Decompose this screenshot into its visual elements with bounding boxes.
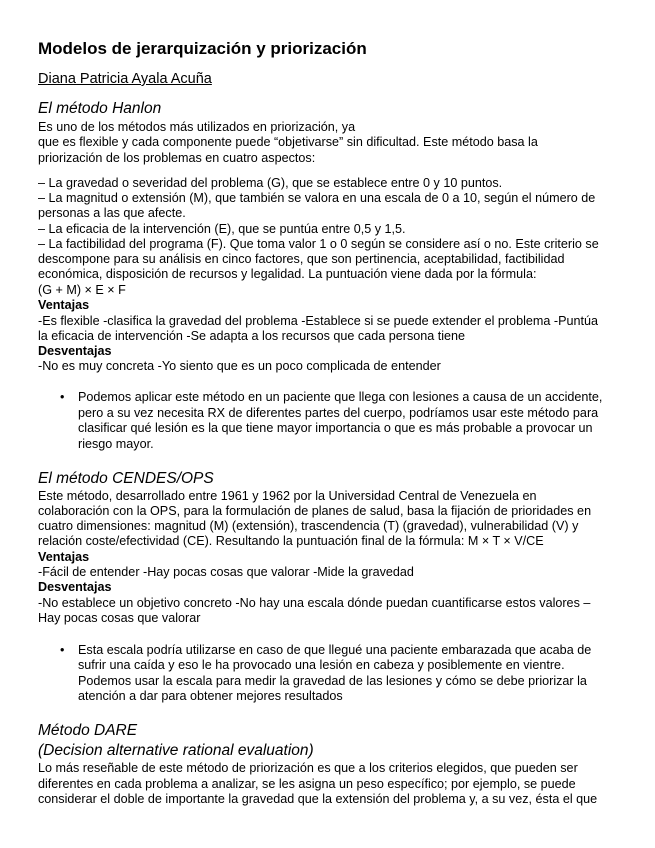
cendes-intro-line: cuatro dimensiones: magnitud (M) (extensión), trascendencia (T) (gravedad), vulnerabilidad (V) y (38, 519, 579, 533)
dare-subheading: (Decision alternative rational evaluation) (38, 742, 314, 759)
hanlon-ventajas-label: Ventajas (38, 298, 90, 312)
dare-intro-line: considerar el doble de importante la gravedad que la extensión del problema y, a su vez, ésta el que (38, 792, 598, 806)
hanlon-intro-line: Es uno de los métodos más utilizados en priorización, ya (38, 120, 356, 134)
dare-intro-line: diferentes en cada problema a analizar, se les asigna un peso específico; por ejemplo, se puede (38, 777, 576, 791)
hanlon-aspect-line: – La factibilidad del programa (F). Que toma valor 1 o 0 según se considere así o no. Este criterio se (38, 237, 599, 251)
document-title: Modelos de jerarquización y priorización (38, 39, 367, 58)
bullet-icon: • (60, 643, 65, 657)
bullet-icon: • (60, 390, 65, 404)
hanlon-desventajas-line: -No es muy concreta -Yo siento que es un poco complicada de entender (38, 359, 441, 373)
cendes-ventajas-label: Ventajas (38, 550, 90, 564)
cendes-bullet-line: Esta escala podría utilizarse en caso de que llegué una paciente embarazada que acaba de (78, 643, 592, 657)
hanlon-heading: El método Hanlon (38, 100, 162, 117)
hanlon-aspect-line: económica, disposición de recursos y legalidad. La puntuación viene dada por la fórmula: (38, 267, 537, 281)
cendes-desventajas-label: Desventajas (38, 580, 112, 594)
hanlon-aspect-line: descompone para su análisis en cinco factores, que son pertinencia, aceptabilidad, factibilidad (38, 252, 565, 266)
cendes-bullet-line: Podemos usar la escala para medir la gravedad de las lesiones y cómo se debe priorizar la (78, 674, 587, 688)
hanlon-bullet-line: Podemos aplicar este método en un paciente que llega con lesiones a causa de un accidente, (78, 390, 603, 404)
hanlon-aspect-line: – La magnitud o extensión (M), que también se valora en una escala de 0 a 10, según el número de (38, 191, 596, 205)
cendes-intro-line: relación coste/efectividad (CE). Resultando la puntuación final de la fórmula: M × T × V/CE (38, 534, 544, 548)
cendes-desventajas-line: -No establece un objetivo concreto -No hay una escala dónde puedan cuantificarse estos valores – (38, 596, 591, 610)
dare-intro-line: Lo más reseñable de este método de priorización es que a los criterios elegidos, que pueden ser (38, 761, 578, 775)
hanlon-intro-line: priorización de los problemas en cuatro aspectos: (38, 151, 316, 165)
cendes-bullet-line: sufrir una caída y eso le ha provocado una lesión en cabeza y posiblemente en vientre. (78, 658, 565, 672)
cendes-intro-line: colaboración con la OPS, para la formulación de planes de salud, basa la fijación de prioridades en (38, 504, 592, 518)
cendes-desventajas-line: Hay pocas cosas que valorar (38, 611, 201, 625)
hanlon-intro-line: que es flexible y cada componente puede “objetivarse” sin dificultad. Este método basa la (38, 135, 538, 149)
hanlon-bullet-line: pero a su vez necesita RX de diferentes partes del cuerpo, podríamos usar este método para (78, 406, 599, 420)
hanlon-desventajas-label: Desventajas (38, 344, 112, 358)
cendes-intro-line: Este método, desarrollado entre 1961 y 1962 por la Universidad Central de Venezuela en (38, 489, 537, 503)
hanlon-formula: (G + M) × E × F (38, 283, 126, 297)
hanlon-aspect-line: personas a las que afecte. (38, 206, 186, 220)
hanlon-aspect-line: – La gravedad o severidad del problema (G), que se establece entre 0 y 10 puntos. (38, 176, 503, 190)
hanlon-aspect-line: – La eficacia de la intervención (E), que se puntúa entre 0,5 y 1,5. (38, 222, 406, 236)
hanlon-ventajas-line: la eficacia de intervención -Se adapta a los recursos que cada persona tiene (38, 329, 466, 343)
dare-heading: Método DARE (38, 722, 138, 739)
hanlon-bullet-line: clasificar qué lesión es la que tiene mayor importancia o que es más probable a provocar un (78, 421, 593, 435)
cendes-ventajas-line: -Fácil de entender -Hay pocas cosas que valorar -Mide la gravedad (38, 565, 414, 579)
cendes-heading: El método CENDES/OPS (38, 470, 214, 487)
hanlon-bullet-line: riesgo mayor. (78, 437, 154, 451)
cendes-bullet-line: atención a dar para obtener mejores resultados (78, 689, 343, 703)
hanlon-ventajas-line: -Es flexible -clasifica la gravedad del problema -Establece si se puede extender el problema -Puntúa (38, 314, 599, 328)
author-name: Diana Patricia Ayala Acuña (38, 71, 212, 87)
